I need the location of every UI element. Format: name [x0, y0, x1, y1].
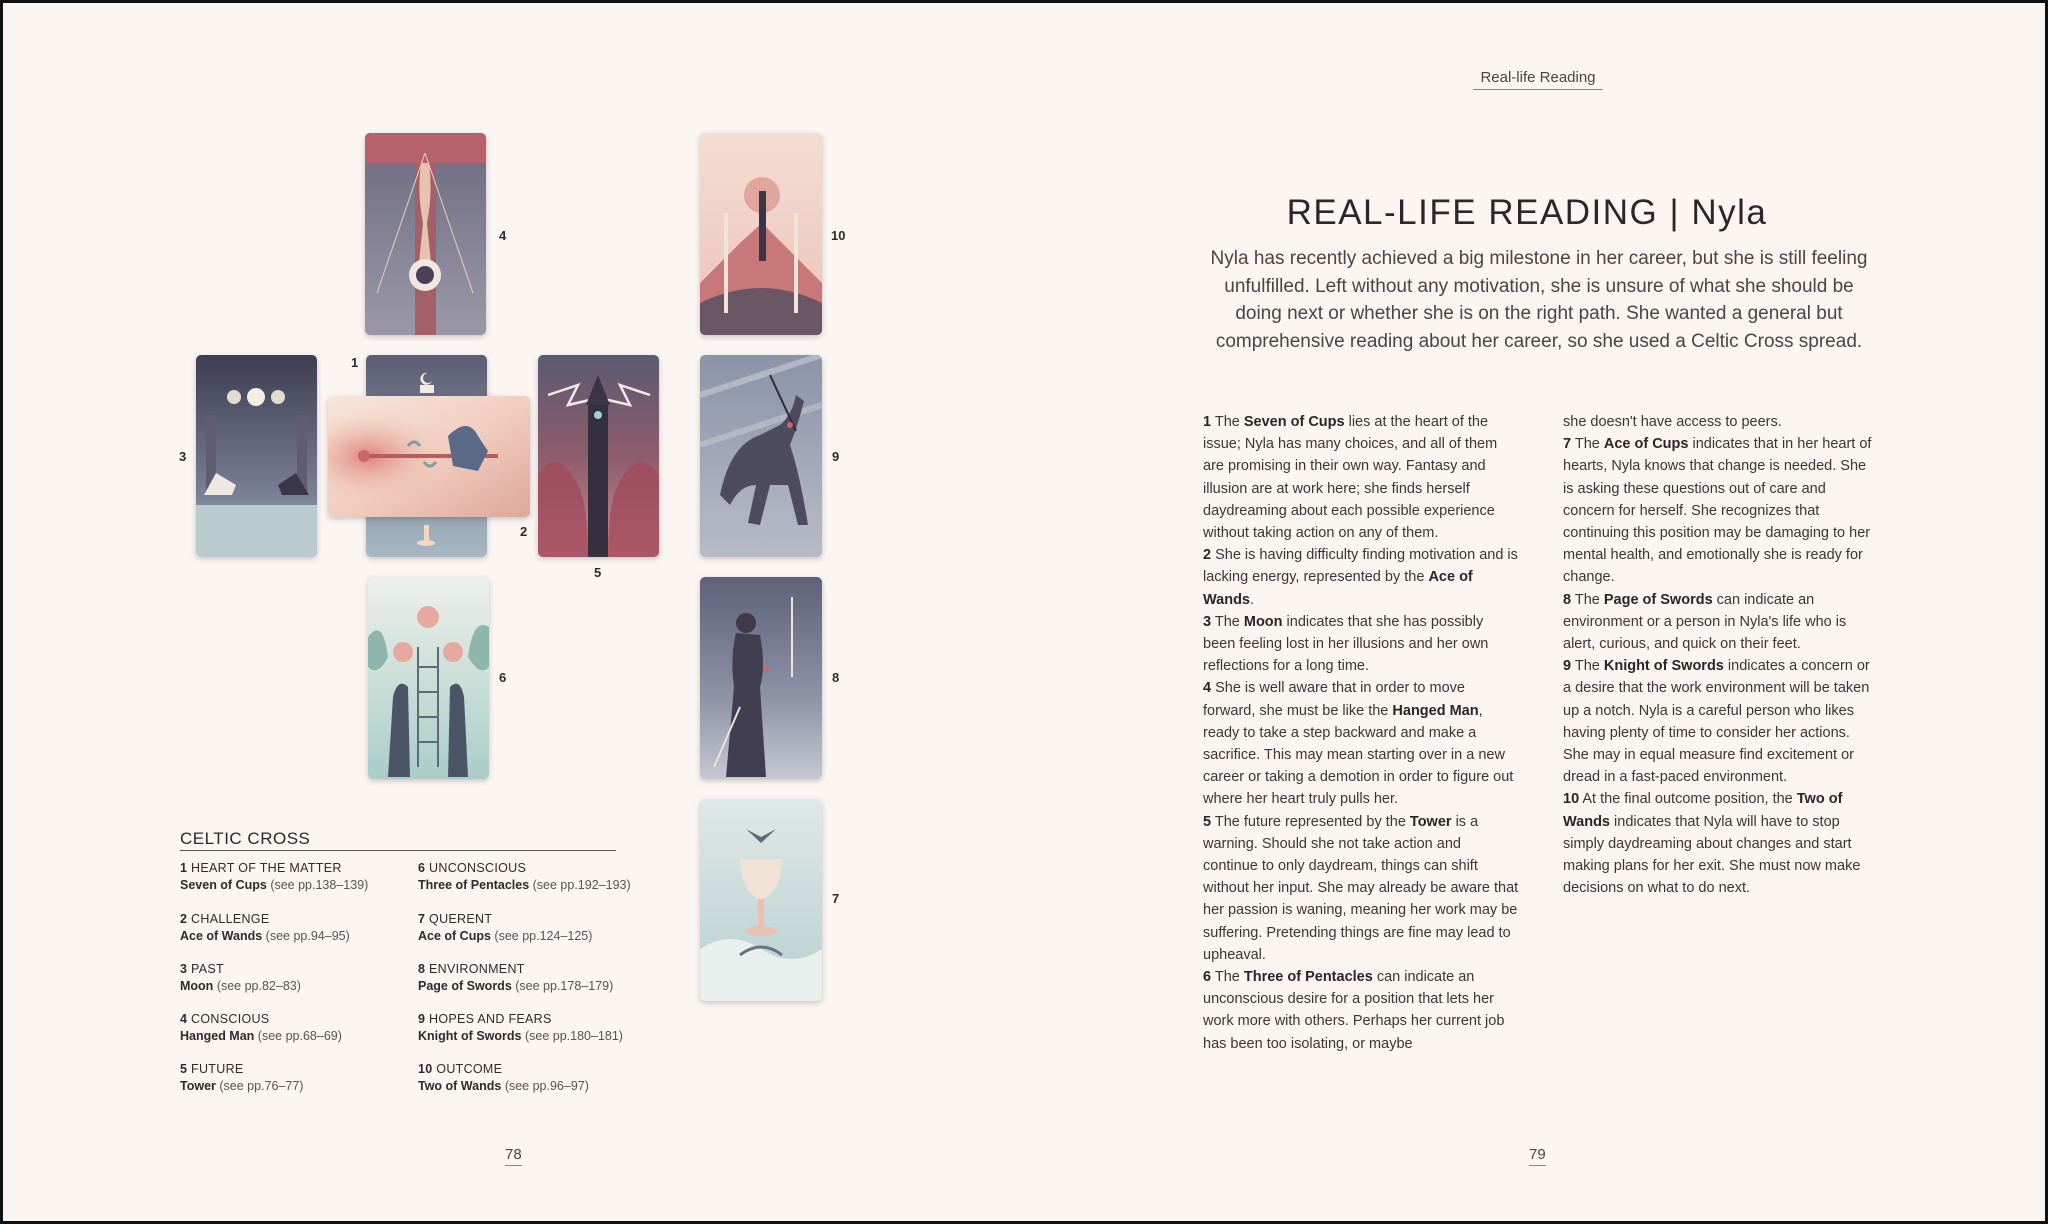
title-name: Nyla: [1691, 193, 1768, 232]
position-number-8: 8: [832, 670, 840, 685]
reading-point-10: 10 At the final outcome position, the Two of Wands indicates that Nyla will have to stop simply daydreaming about changes and start making plans for her exit. She must now make decisions on what to do next.: [1563, 791, 1861, 897]
reading-point-8: 8 The Page of Swords can indicate an environment or a person in Nyla's life who is alert, curious, and quick on their feet.: [1563, 591, 1847, 653]
reading-point-2: 2 She is having difficulty finding motivation and is lacking energy, represented by the Ace of Wands.: [1203, 547, 1518, 608]
position-number-4: 4: [499, 228, 507, 243]
intro-paragraph: Nyla has recently achieved a big milestone in her career, but she is still feeling unfulfilled. Left without any motivation, she is unsure of what she should be doing next or whether she is on the right path. She wanted a general but comprehensive reading about her career, so she used a Celtic Cross spread.: [1210, 248, 1868, 352]
body-column-right: [1563, 411, 1879, 899]
card-ace-of-cups: [700, 799, 822, 1001]
legend-item-6: 6 UNCONSCIOUS Three of Pentacles (see pp.192–193): [418, 861, 631, 892]
card-moon: [196, 355, 317, 557]
two-of-wands-illustration: [700, 133, 822, 335]
position-number-5: 5: [594, 565, 602, 580]
ace-of-wands-illustration: [328, 396, 530, 517]
reading-point-6: 6 The Three of Pentacles can indicate an unconscious desire for a position that lets her work more with others. Perhaps her current job has been too isolating, or maybe: [1203, 969, 1505, 1052]
hanged-man-illustration: [365, 133, 486, 335]
position-number-9: 9: [832, 449, 840, 464]
knight-of-swords-illustration: [700, 355, 822, 557]
legend-item-4: 4 CONSCIOUS Hanged Man (see pp.68–69): [180, 1012, 342, 1043]
moon-illustration: [196, 355, 317, 557]
legend-item-2: 2 CHALLENGE Ace of Wands (see pp.94–95): [180, 912, 350, 943]
reading-point-5: 5 The future represented by the Tower is a warning. Should she not take action and continue to only daydream, things can shift without her input. She may already be aware that her passion is waning, meaning her work may be suffering. Pretending things are fine may lead to upheaval.: [1203, 813, 1519, 963]
position-number-10: 10: [831, 228, 846, 243]
legend-item-8: 8 ENVIRONMENT Page of Swords (see pp.178–179): [418, 962, 614, 993]
reading-point-7: 7 The Ace of Cups indicates that in her heart of hearts, Nyla knows that change is needed. She is asking these questions out of care and concern for herself. She recognizes that continuing this position may be damaging to her mental health, and emotionally she is ready for change.: [1563, 436, 1872, 586]
position-number-7: 7: [832, 891, 840, 906]
ace-of-cups-illustration: [700, 799, 822, 1001]
legend-item-1: 1 HEART OF THE MATTER Seven of Cups (see pp.138–139): [180, 861, 369, 892]
position-number-2: 2: [520, 524, 528, 539]
body-column-left: [1203, 411, 1519, 1055]
reading-point-4: 4 She is well aware that in order to move forward, she must be like the Hanged Man, ready to take a step backward and make a sacrifice. This may mean starting over in a new career or taking a demotion in order to figure out where her heart truly pulls her.: [1203, 680, 1514, 808]
tower-illustration: [538, 355, 659, 557]
title-main: REAL-LIFE READING: [1286, 193, 1659, 232]
legend-item-5: 5 FUTURE Tower (see pp.76–77): [180, 1062, 304, 1093]
legend-item-7: 7 QUERENT Ace of Cups (see pp.124–125): [418, 912, 593, 943]
title-separator: |: [1669, 193, 1681, 232]
three-of-pentacles-illustration: [368, 577, 489, 779]
page-number-right: 79: [1529, 1146, 1546, 1166]
legend-item-9: 9 HOPES AND FEARS Knight of Swords (see pp.180–181): [418, 1012, 623, 1043]
card-ace-of-wands: [328, 396, 530, 517]
card-knight-of-swords: [700, 355, 822, 557]
reading-point-3: 3 The Moon indicates that she has possibly been feeling lost in her illusions and her own reflections for a long time.: [1203, 613, 1489, 675]
card-two-of-wands: [700, 133, 822, 335]
card-hanged-man: [365, 133, 486, 335]
card-tower: [538, 355, 659, 557]
reading-point-1: 1 The Seven of Cups lies at the heart of the issue; Nyla has many choices, and all of them are promising in their own way. Fantasy and illusion are at work here; she finds herself daydreaming about each possible experience without taking action on any of them.: [1203, 414, 1498, 542]
legend-item-10: 10 OUTCOME Two of Wands (see pp.96–97): [418, 1062, 589, 1093]
card-three-of-pentacles: [368, 577, 489, 779]
legend-item-3: 3 PAST Moon (see pp.82–83): [180, 962, 301, 993]
position-number-6: 6: [499, 670, 507, 685]
running-head: Real-life Reading: [1473, 69, 1603, 90]
page-number-left: 78: [505, 1146, 522, 1166]
reading-point-9: 9 The Knight of Swords indicates a concern or a desire that the work environment will be taken up a notch. Nyla is a careful person who likes having plenty of time to consider her actions. She may in equal measure find excitement or dread in a fast-paced environment.: [1563, 658, 1870, 786]
page-title: [1171, 193, 1883, 233]
position-number-1: 1: [351, 355, 359, 370]
reading-point-6-continued: she doesn't have access to peers.: [1563, 414, 1782, 430]
card-page-of-swords: [700, 577, 822, 779]
book-spread: [3, 3, 2045, 1221]
legend-title: CELTIC CROSS: [180, 829, 616, 851]
position-number-3: 3: [179, 449, 187, 464]
page-of-swords-illustration: [700, 577, 822, 779]
